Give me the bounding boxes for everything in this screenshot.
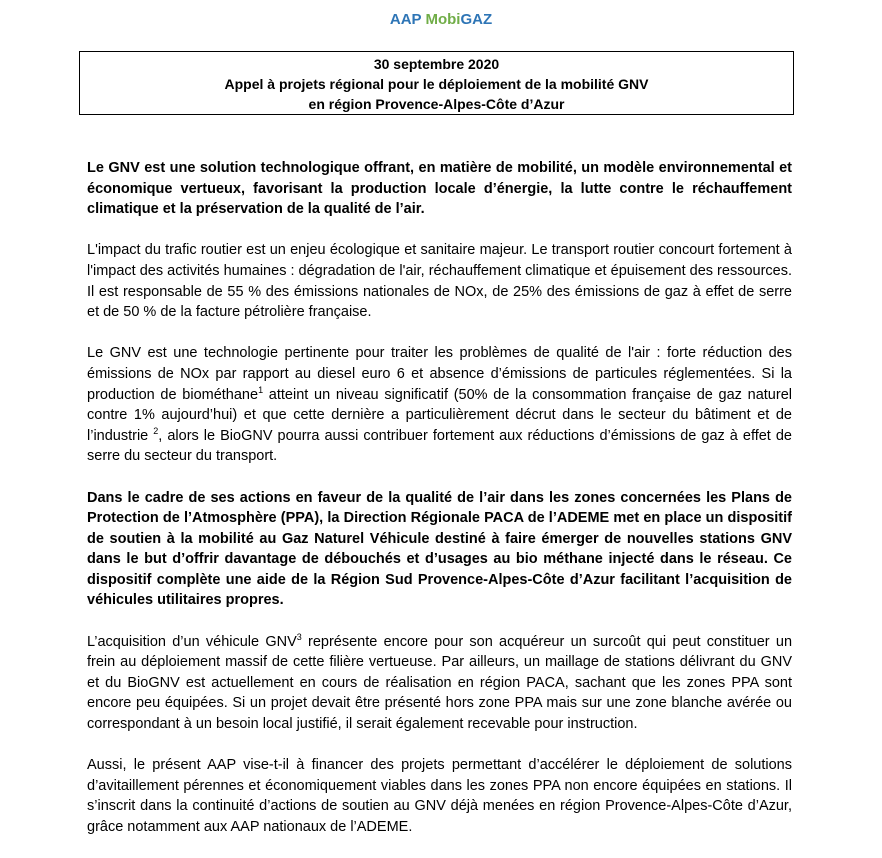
acquisition-text-b: représente encore pour son acquéreur un surcoût qui peut constituer un frein au déploiement massif de cette filière vertueuse. Par ailleurs, un maillage de stations délivrant du GNV et du BioGNV est actuellement en cours de réalisation en région PACA, sachant que les zones PPA sont encore peu équipées. Si un projet devait être présenté hors zone PPA mais sur une zone blanche avérée ou correspondant à un besoin local justifié, il serait également recevable pour instruction.: [87, 633, 793, 733]
technology-text-b: atteint un niveau significatif (50% de la consommation française de gaz naturel contre 1% aujourd’hui) et que cette dernière a particulièrement décrut dans le secteur du bâtiment et de l’industrie: [87, 386, 792, 444]
title-region: en région Provence-Alpes-Côte d’Azur: [308, 96, 565, 112]
document-header-brand: [0, 11, 882, 28]
technology-paragraph: [87, 343, 792, 467]
brand-mobi: Mobi: [425, 11, 461, 28]
footnote-ref-3: 3: [296, 631, 302, 642]
aap-paragraph: Aussi, le présent AAP vise-t-il à financer des projets permettant d’accélérer le déploiement de solutions d’avitaillement pérennes et économiquement viables dans les zones PPA non encore équipées en stations. Il s’inscrit dans la continuité d’actions de soutien au GNV déjà menées en région Provence-Alpes-Côte d’Azur, grâce notamment aux AAP nationaux de l’ADEME.: [87, 757, 792, 835]
intro-paragraph: Le GNV est une solution technologique offrant, en matière de mobilité, un modèle environnemental et économique vertueux, favorisant la production locale d’énergie, la lutte contre le réchauffement climatique et la préservation de la qualité de l’air.: [87, 160, 792, 218]
impact-paragraph: L'impact du trafic routier est un enjeu écologique et sanitaire majeur. Le transport routier concourt fortement à l'impact des activités humaines : dégradation de l'air, réchauffement climatique et épuisement des ressources. Il est responsable de 55 % des émissions nationales de NOx, de 25% des émissions de gaz à effet de serre et de 50 % de la facture pétrolière française.: [87, 242, 792, 321]
acquisition-paragraph: [87, 632, 792, 735]
document-body: [87, 158, 792, 858]
footnote-ref-2: 2: [153, 425, 159, 436]
technology-text-a: Le GNV est une technologie pertinente pour traiter les problèmes de qualité de l'air : forte réduction des émissions de NOx par rapport au diesel euro 6 et absence d’émissions de particules réglementées. Si la production de biométhane: [87, 345, 792, 403]
technology-text-c: , alors le BioGNV pourra aussi contribuer fortement aux réductions d’émissions de gaz à effet de serre du secteur du transport.: [87, 427, 792, 465]
title-box: [79, 51, 794, 115]
brand-aap: AAP: [389, 11, 426, 28]
title-line: Appel à projets régional pour le déploiement de la mobilité GNV: [224, 76, 649, 92]
footnote-ref-1: 1: [258, 384, 264, 395]
title-date: 30 septembre 2020: [373, 56, 500, 72]
ademe-paragraph: Dans le cadre de ses actions en faveur de la qualité de l’air dans les zones concernées les Plans de Protection de l’Atmosphère (PPA), la Direction Régionale PACA de l’ADEME met en place un dispositif de soutien à la mobilité au Gaz Naturel Véhicule destiné à faire émerger de nouvelles stations GNV dans le but d’offrir davantage de débouchés et d’usages au bio méthane injecté dans le réseau. Ce dispositif complète une aide de la Région Sud Provence-Alpes-Côte d’Azur facilitant l’acquisition de véhicules utilitaires propres.: [87, 489, 792, 609]
brand-gaz: GAZ: [460, 11, 493, 28]
acquisition-text-a: L’acquisition d’un véhicule GNV: [87, 633, 297, 650]
